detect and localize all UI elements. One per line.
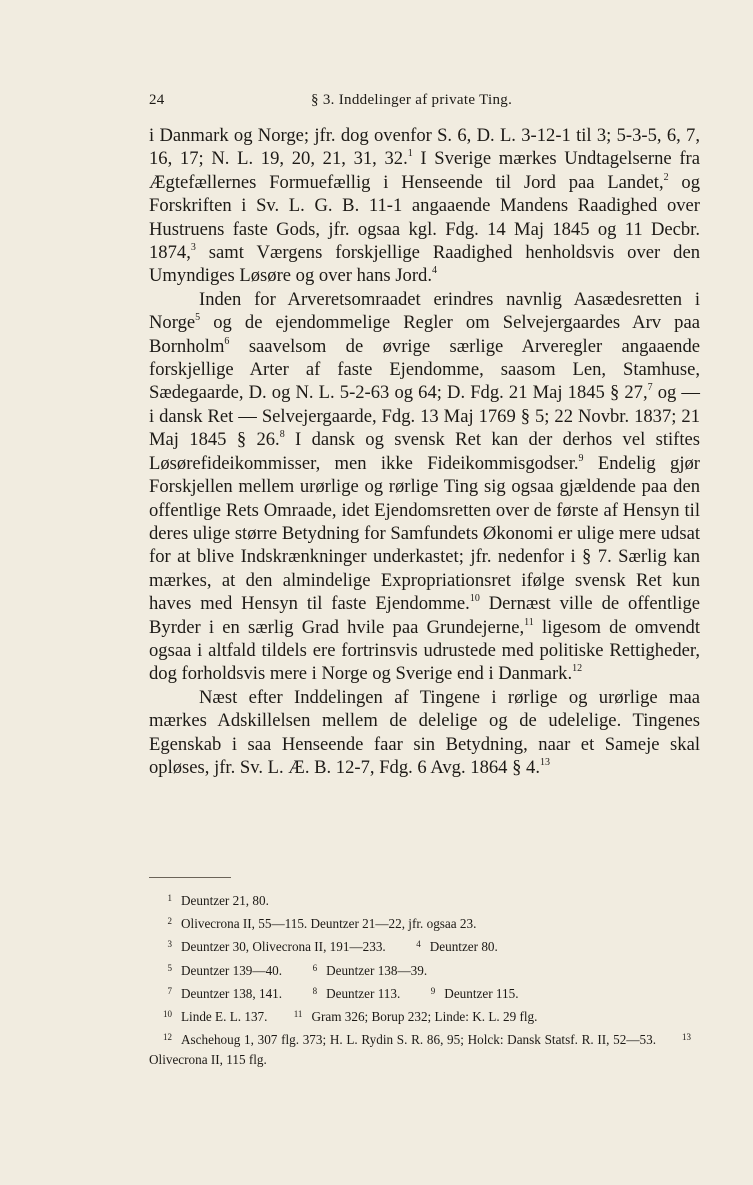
footnote-number: 7 <box>167 985 172 996</box>
text-run: i Danmark og Norge; jfr. dog ovenfor S. 6, D. L. 3-12-1 til 3; 5-3-5, 6, 7, 16, 17; N. L. 19, 20, 21, 31, 32. <box>149 125 700 170</box>
footnote-line <box>149 888 700 911</box>
footnote-text: Deuntzer 138—39. <box>326 962 428 978</box>
footnote-marker: 2 <box>663 171 669 183</box>
footnote-text: Linde E. L. 137. <box>181 1009 268 1025</box>
text-run: og — i dansk Ret — Selvejergaarde, Fdg. 13 Maj 1769 § 5; 22 Novbr. 1837; 21 Maj 1845 § 26. <box>149 382 701 451</box>
text-run: saavelsom de øvrige særlige Arveregler angaaende forskjellige Arter af faste Ejendomme, saasom Len, Stamhuse, Sædegaarde, D. og N. L. 5-2-63 og 64; D. Fdg. 21 Maj 1845 § 27, <box>149 335 700 404</box>
footnote-text: Deuntzer 139—40. <box>181 962 283 978</box>
text-run: Næst efter Inddelingen af Tingene i rørlige og urørlige maa mærkes Adskillelsen mellem de delelige og de udelelige. Tingenes Egenskab i saa Henseende faar sin Betydning, naar et Sameje skal opløses, jfr. Sv. L. Æ. B. 12-7, Fdg. 6 Avg. 1864 § 4. <box>149 686 700 778</box>
footnote-text: Deuntzer 138, 141. <box>181 985 283 1001</box>
main-text <box>149 124 700 779</box>
footnote-number: 13 <box>682 1032 691 1043</box>
footnotes <box>149 888 700 1071</box>
footnote-marker: 1 <box>407 148 413 160</box>
footnote-line <box>149 981 700 1004</box>
footnote-number: 1 <box>167 893 172 903</box>
footnote-marker: 11 <box>524 616 534 628</box>
text-run: I Sverige mærkes Undtagelserne fra Ægtefællernes Formuefællig i Henseende til Jord paa Landet, <box>149 148 700 193</box>
footnote-marker: 9 <box>578 452 584 464</box>
footnote-marker: 3 <box>190 242 196 254</box>
footnote-number: 3 <box>167 939 172 950</box>
footnote-text: Gram 326; Borup 232; Linde: K. L. 29 flg. <box>311 1009 538 1025</box>
text-run: og Forskriften i Sv. L. G. B. 11-1 angaaende Mandens Raadighed over Hustruens faste Gods, jfr. ogsaa kgl. Fdg. 14 Maj 1845 og 11 Decbr. 1874, <box>149 171 700 264</box>
footnote-number: 4 <box>416 939 421 950</box>
footnote-marker: 5 <box>195 312 201 324</box>
footnote-line <box>149 1027 700 1070</box>
text-run: Endelig gjør Forskjellen mellem urørlige og rørlige Ting sig ogsaa gjældende paa den offentlige Rets Omraade, idet Ejendomsretten over de første af Hensyn til deres ulige større Betydning for Samfundets Økonomi er ulige mere udsat for at blive Indskrænkninger underkastet; jfr. nedenfor i § 7. Særlig kan mærkes, at den almindelige Expropriationsret ifølge svensk Ret kun haves med Hensyn til faste Ejendomme. <box>149 452 700 615</box>
footnote-marker: 4 <box>432 265 437 277</box>
footnote-line <box>149 1004 700 1027</box>
text-run: ligesom de omvendt ogsaa i altfald tildels ere fortrinsvis udrustede med politiske Rettigheder, dog forholdsvis mere i Norge og Sverige end i Danmark. <box>149 616 700 685</box>
text-run: I dansk og svensk Ret kan der derhos vel stiftes Løsørefideikommisser, men ikke Fideikommisgodser. <box>149 429 701 474</box>
footnote-line <box>149 934 700 957</box>
footnote-number: 2 <box>167 916 172 927</box>
footnote-marker: 8 <box>279 429 285 441</box>
footnote-number: 5 <box>167 962 172 973</box>
paragraph <box>149 288 700 686</box>
footnote-text: Aschehoug 1, 307 flg. 373; H. L. Rydin S. R. 86, 95; Holck: Dansk Statsf. R. II, 52—53. <box>181 1032 656 1048</box>
footnote-number: 11 <box>293 1009 303 1020</box>
footnote-number: 12 <box>163 1032 172 1043</box>
footnote-number: 10 <box>163 1009 172 1020</box>
text-run: og de ejendommelige Regler om Selvejergaardes Arv paa Bornholm <box>149 312 700 357</box>
page-number: 24 <box>149 92 165 108</box>
running-title: § 3. Inddelinger af private Ting. <box>311 92 513 108</box>
footnote-marker: 7 <box>647 382 653 394</box>
footnote-text: Deuntzer 80. <box>429 939 498 955</box>
paragraph <box>149 124 700 288</box>
footnote-line <box>149 911 700 934</box>
footnote-text: Olivecrona II, 115 flg. <box>149 1052 267 1068</box>
footnote-marker: 6 <box>224 335 230 347</box>
footnote-line <box>149 958 700 981</box>
footnote-marker: 10 <box>469 593 480 605</box>
text-run: Inden for Arveretsomraadet erindres navnlig Aasædesretten i Norge <box>149 288 700 334</box>
paragraph <box>149 686 700 780</box>
footnote-number: 9 <box>430 985 436 996</box>
footnote-text: Deuntzer 21, 80. <box>181 893 269 908</box>
footnote-marker: 13 <box>540 756 551 768</box>
footnote-separator <box>149 877 231 878</box>
footnote-text: Deuntzer 113. <box>326 985 401 1001</box>
footnote-marker: 12 <box>572 663 583 675</box>
footnote-text: Deuntzer 30, Olivecrona II, 191—233. <box>181 939 386 955</box>
footnote-text: Deuntzer 115. <box>444 985 519 1001</box>
footnote-number: 6 <box>312 962 318 973</box>
text-run: Dernæst ville de offentlige Byrder i en særlig Grad hvile paa Grundejerne, <box>149 593 700 638</box>
footnote-number: 8 <box>312 985 318 996</box>
text-run: samt Værgens forskjellige Raadighed henholdsvis over den Umyndiges Løsøre og over hans Jord. <box>149 242 700 287</box>
footnote-text: Olivecrona II, 55—115. Deuntzer 21—22, jfr. ogsaa 23. <box>181 916 477 932</box>
